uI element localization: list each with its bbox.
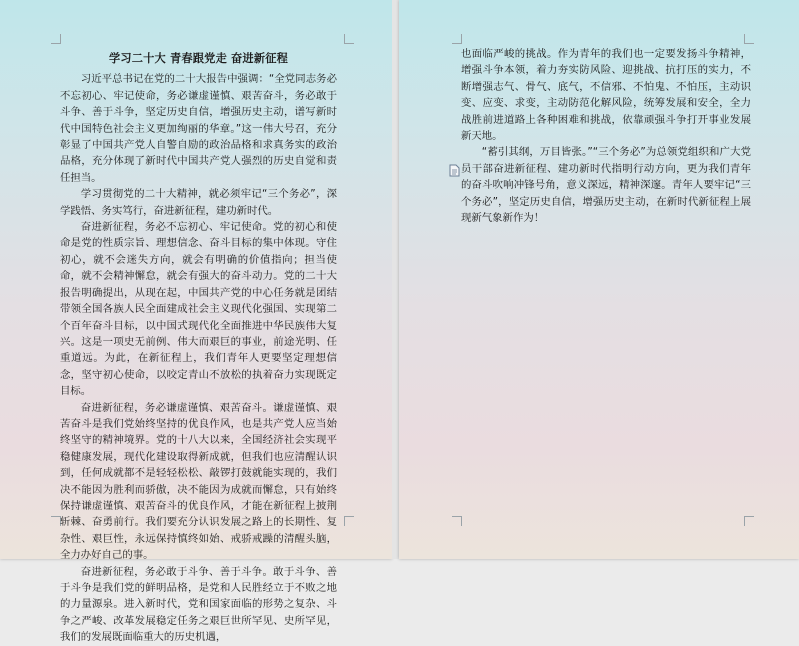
margin-corner-mark bbox=[344, 34, 354, 44]
paragraph: 也面临严峻的挑战。作为青年的我们也一定要发扬斗争精神，增强斗争本领，着力夯实防风险、迎挑战、抗打压的实力，不断增强志气、骨气、底气，不信邪、不怕鬼、不怕压，主动识变、应变、求变，主动防范化解风险，统筹发展和安全，全力战胜前进道路上各种困难和挑战，依靠顽强斗争打开事业发展新天地。 bbox=[461, 48, 751, 143]
paragraph: 习近平总书记在党的二十大报告中强调：“全党同志务必不忘初心、牢记使命，务必谦虚谨慎、艰苦奋斗，务必敢于斗争、善于斗争，坚定历史自信，增强历史主动，谱写新时代中国特色社会主义更加绚丽的华章。”这一伟大号召，充分彰显了中国共产党人自警自励的政治品格和求真务实的政治品格，充分体现了新时代中国共产党人强烈的历史自觉和责任担当。 bbox=[60, 73, 337, 184]
margin-corner-mark bbox=[744, 516, 754, 526]
margin-corner-mark bbox=[744, 34, 754, 44]
paragraph: 奋进新征程，务必不忘初心、牢记使命。党的初心和使命是党的性质宗旨、理想信念、奋斗目标的集中体现。守住初心，就不会迷失方向，就会有明确的价值指向；担当使命，就不会精神懈怠，就会有强大的奋斗动力。党的二十大报告明确提出，从现在起，中国共产党的中心任务就是团结带领全国各族人民全面建成社会主义现代化强国、实现第二个百年奋斗目标，以中国式现代化全面推进中华民族伟大复兴。这是一项史无前例、伟大而艰巨的事业，前途光明、任重道远。为此，在新征程上，我们青年人更要坚定理想信念，坚守初心使命，以咬定青山不放松的执着奋力实现既定目标。 bbox=[60, 221, 337, 398]
paragraph: 奋进新征程，务必谦虚谨慎、艰苦奋斗。谦虚谨慎、艰苦奋斗是我们党始终坚持的优良作风，也是共产党人应当始终坚守的精神境界。党的十八大以来，全国经济社会实现平稳健康发展，现代化建设取得新成就，但我们也应清醒认识到，任何成就都不是轻轻松松、敲锣打鼓就能实现的，我们决不能因为胜利而骄傲，决不能因为成就而懈怠，只有始终保持谦虚谨慎、艰苦奋斗的优良作风，才能在新征程上披荆斩棘、奋勇前行。我们要充分认识发展之路上的长期性、复杂性、艰巨性，永远保持慎终如始、戒骄戒躁的清醒头脑，全力办好自己的事。 bbox=[60, 401, 337, 562]
document-anchor-icon[interactable] bbox=[449, 163, 461, 177]
page-gap bbox=[392, 0, 399, 559]
left-page bbox=[0, 0, 392, 644]
right-page bbox=[399, 0, 799, 559]
document-title: 学习二十大 青春跟党走 奋进新征程 bbox=[108, 52, 288, 65]
margin-corner-mark bbox=[452, 516, 462, 526]
margin-corner-mark bbox=[51, 34, 61, 44]
paragraph: 学习贯彻党的二十大精神，就必须牢记“三个务必”，深学践悟、务实笃行，奋进新征程，建功新时代。 bbox=[60, 188, 337, 217]
paragraph: 奋进新征程，务必敢于斗争、善于斗争。敢于斗争、善于斗争是我们党的鲜明品格，是党和人民胜经立于不败之地的力量源泉。进入新时代，党和国家面临的形势之复杂、斗争之严峻、改革发展稳定任务之艰巨世所罕见、史所罕见，我们的发展既面临重大的历史机遇， bbox=[60, 565, 337, 644]
paragraph: “蓄引其纲，万目皆张。”“三个务必”为总领党组织和广大党员干部奋进新征程、建功新时代指明行动方向，更为我们青年的奋斗吹响冲锋号角，意义深远，精神深邃。青年人要牢记“三个务必”，坚定历史自信，增强历史主动，在新时代新征程上展现新气象新作为！ bbox=[461, 146, 751, 225]
margin-corner-mark bbox=[344, 516, 354, 526]
left-page-text[interactable] bbox=[60, 44, 337, 646]
right-page-text[interactable] bbox=[461, 46, 751, 226]
margin-corner-mark bbox=[452, 34, 462, 44]
